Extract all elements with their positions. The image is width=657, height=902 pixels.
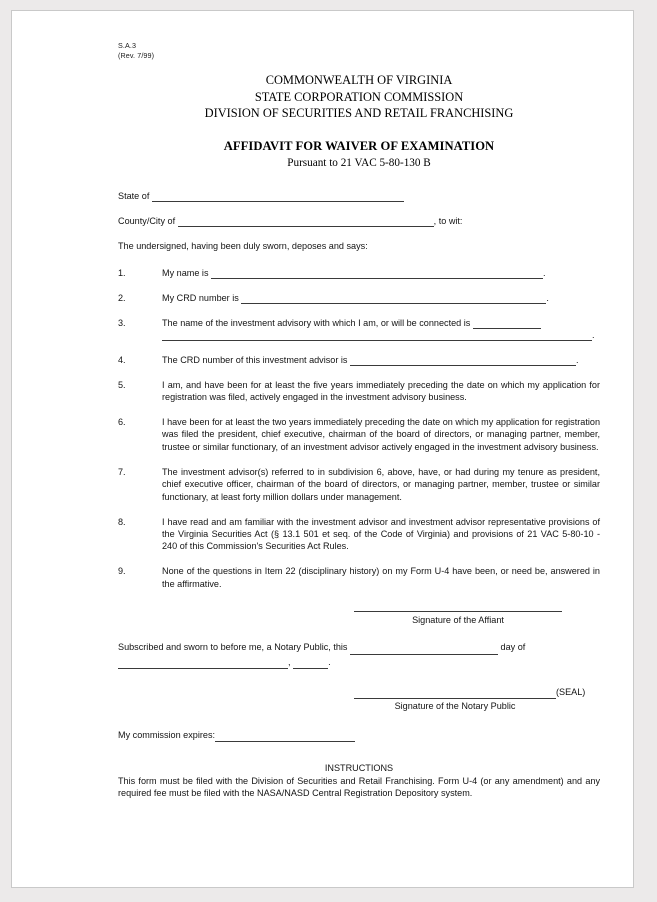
form-revision: (Rev. 7/99) (118, 50, 155, 60)
document-body (118, 190, 600, 800)
item-number: 9. (118, 566, 126, 577)
advisor-crd-input-line[interactable] (350, 356, 576, 366)
notary-year-input-line[interactable] (293, 659, 328, 669)
list-item (118, 565, 600, 590)
county-field-row (118, 215, 600, 227)
item-text-tail: . (543, 267, 546, 278)
agency-line-3: DIVISION OF SECURITIES AND RETAIL FRANCHISING (204, 106, 514, 120)
item-text: I have read and am familiar with the investment advisor and investment advisor representative provisions of the Virginia Securities Act (§ 13.1 501 et seq. of the Code of Virginia) and provisions of 21 VAC 5-80-10 - 240 of this Commission's Securities Act Rules. (162, 516, 600, 552)
commission-expires-input-line[interactable] (215, 732, 355, 742)
item-number: 5. (118, 379, 126, 390)
state-input-line[interactable] (152, 192, 404, 202)
item-text: I am, and have been for at least the five years immediately preceding the date on which my application for registration was filed, actively engaged in the investment advisory business. (162, 379, 600, 403)
notary-day-input-line[interactable] (350, 645, 498, 655)
item-text-tail: . (576, 354, 579, 365)
document-subtitle: Pursuant to 21 VAC 5-80-130 B (287, 156, 431, 169)
item-text-tail: . (592, 329, 595, 340)
commission-expires-label: My commission expires: (118, 730, 216, 741)
state-field-row (118, 190, 600, 202)
notary-signature-line[interactable] (354, 688, 556, 699)
notary-period: . (328, 656, 331, 667)
item-text: The investment advisor(s) referred to in subdivision 6, above, have, or had during my tenure as president, chief executive officer, chairman of the board of directors, or managing partner, member, trustee or similar functionary, at least forty million dollars under management. (162, 466, 600, 502)
item-number: 3. (118, 317, 126, 328)
item-text: My CRD number is (162, 292, 239, 303)
agency-line-1: COMMONWEALTH OF VIRGINIA (265, 73, 453, 87)
affiant-signature-block (354, 610, 562, 626)
list-item (118, 292, 600, 304)
notary-signature-label: Signature of the Notary Public (394, 700, 516, 711)
item-text: I have been for at least the two years immediately preceding the date on which my application for registration was filed the president, chief executive, chairman of the board of directors, or managing partner, member, trustee or similar functionary, of an investment advisor actively engaged in the investment advisory business. (162, 417, 600, 452)
advisory-name-input-line-1[interactable] (473, 319, 541, 329)
list-item (118, 416, 600, 453)
state-label: State of (118, 190, 150, 201)
item-number: 7. (118, 466, 126, 477)
item-text: None of the questions in Item 22 (disciplinary history) on my Form U-4 have been, or need be, answered in the affirmative. (162, 566, 600, 589)
seal-label: (SEAL) (556, 687, 586, 698)
agency-heading (118, 72, 600, 122)
item-text-tail: . (546, 292, 549, 303)
item-number: 8. (118, 516, 126, 527)
item-number: 6. (118, 417, 126, 428)
instructions-heading: INSTRUCTIONS (324, 762, 394, 773)
advisory-name-input-line-2[interactable] (162, 331, 592, 341)
notary-statement (118, 640, 600, 669)
notary-day-of-text: day of (500, 642, 526, 653)
list-item (118, 466, 600, 503)
notary-signature-block (354, 686, 614, 712)
notary-month-input-line[interactable] (118, 659, 288, 669)
county-input-line[interactable] (178, 217, 434, 227)
item-text: The CRD number of this investment advisor is (162, 354, 348, 365)
form-code-block (118, 41, 600, 60)
to-wit-text: , to wit: (433, 215, 463, 226)
name-input-line[interactable] (211, 269, 543, 279)
item-number: 1. (118, 267, 126, 278)
item-text: My name is (162, 267, 209, 278)
list-item (118, 267, 600, 279)
document-page (11, 10, 634, 888)
item-number: 4. (118, 354, 126, 365)
item-text: The name of the investment advisory with which I am, or will be connected is (162, 317, 471, 328)
list-item (118, 379, 600, 404)
agency-line-2: STATE CORPORATION COMMISSION (254, 89, 464, 104)
county-label: County/City of (118, 215, 176, 226)
item-number: 2. (118, 292, 126, 303)
crd-input-line[interactable] (241, 294, 546, 304)
list-item (118, 317, 600, 342)
instructions-body: This form must be filed with the Division of Securities and Retail Franchising. Form U-4 (or any amendment) and any required fee must be filed with the NASA/NASD Central Registration Depository system. (118, 776, 600, 799)
notary-comma: , (288, 656, 291, 667)
preamble-text: The undersigned, having been duly sworn, deposes and says: (118, 241, 368, 252)
list-item (118, 354, 600, 366)
title-block (118, 139, 600, 169)
document-title: AFFIDAVIT FOR WAIVER OF EXAMINATION (223, 138, 495, 153)
notary-sworn-text: Subscribed and sworn to before me, a Notary Public, this (118, 642, 348, 653)
page-content (118, 41, 600, 800)
form-id: S.A.3 (118, 41, 137, 50)
list-item (118, 516, 600, 553)
commission-expires-row (118, 729, 600, 741)
affiant-signature-label: Signature of the Affiant (412, 615, 504, 626)
